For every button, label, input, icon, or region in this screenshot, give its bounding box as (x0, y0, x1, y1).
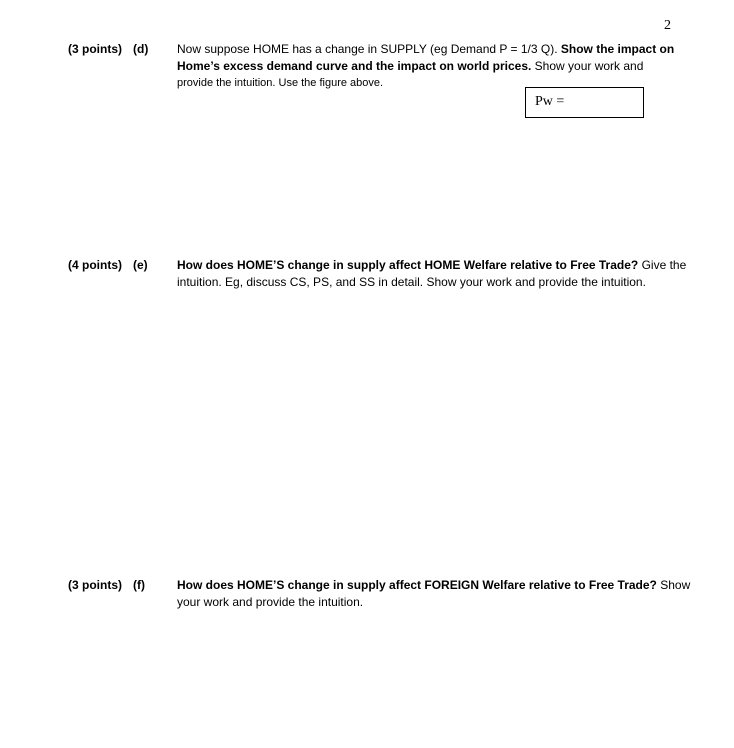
text-run: Show your work and (531, 59, 644, 73)
text-run: Show (656, 578, 691, 592)
text-run-bold: How does HOME’S change in supply affect FOREIGN Welfare relative to Free Trade? (177, 578, 657, 592)
question-part: (d) (133, 42, 149, 56)
question-text (177, 577, 691, 611)
question-line (177, 594, 677, 611)
text-run: provide the intuition. Use the figure above. (177, 77, 384, 89)
text-run: Give the (638, 258, 687, 272)
text-run-bold: Home’s excess demand curve and the impact on world prices. (177, 59, 532, 73)
answer-box-label: Pw = (535, 94, 565, 109)
question-line (177, 274, 677, 291)
question-points: (3 points) (68, 42, 122, 56)
text-run-bold: Show the impact on (560, 42, 675, 56)
text-run-bold: How does HOME’S change in supply affect HOME Welfare relative to Free Trade? (177, 258, 639, 272)
question-text (177, 41, 677, 92)
question-points: (3 points) (68, 578, 122, 592)
text-run: Now suppose HOME has a change in SUPPLY (eg Demand P = 1/3 Q). (177, 42, 561, 56)
text-run: intuition. Eg, discuss CS, PS, and SS in detail. Show your work and provide the intuition. (177, 275, 646, 289)
text-run: your work and provide the intuition. (177, 595, 364, 609)
question-line (177, 41, 677, 58)
question-part: (f) (133, 578, 145, 592)
question-line (177, 58, 677, 75)
question-line (177, 577, 691, 594)
question-text (177, 257, 687, 291)
page-number: 2 (664, 18, 671, 33)
question-part: (e) (133, 258, 148, 272)
answer-box-pw[interactable] (525, 87, 644, 118)
question-points: (4 points) (68, 258, 122, 272)
question-line (177, 257, 687, 274)
